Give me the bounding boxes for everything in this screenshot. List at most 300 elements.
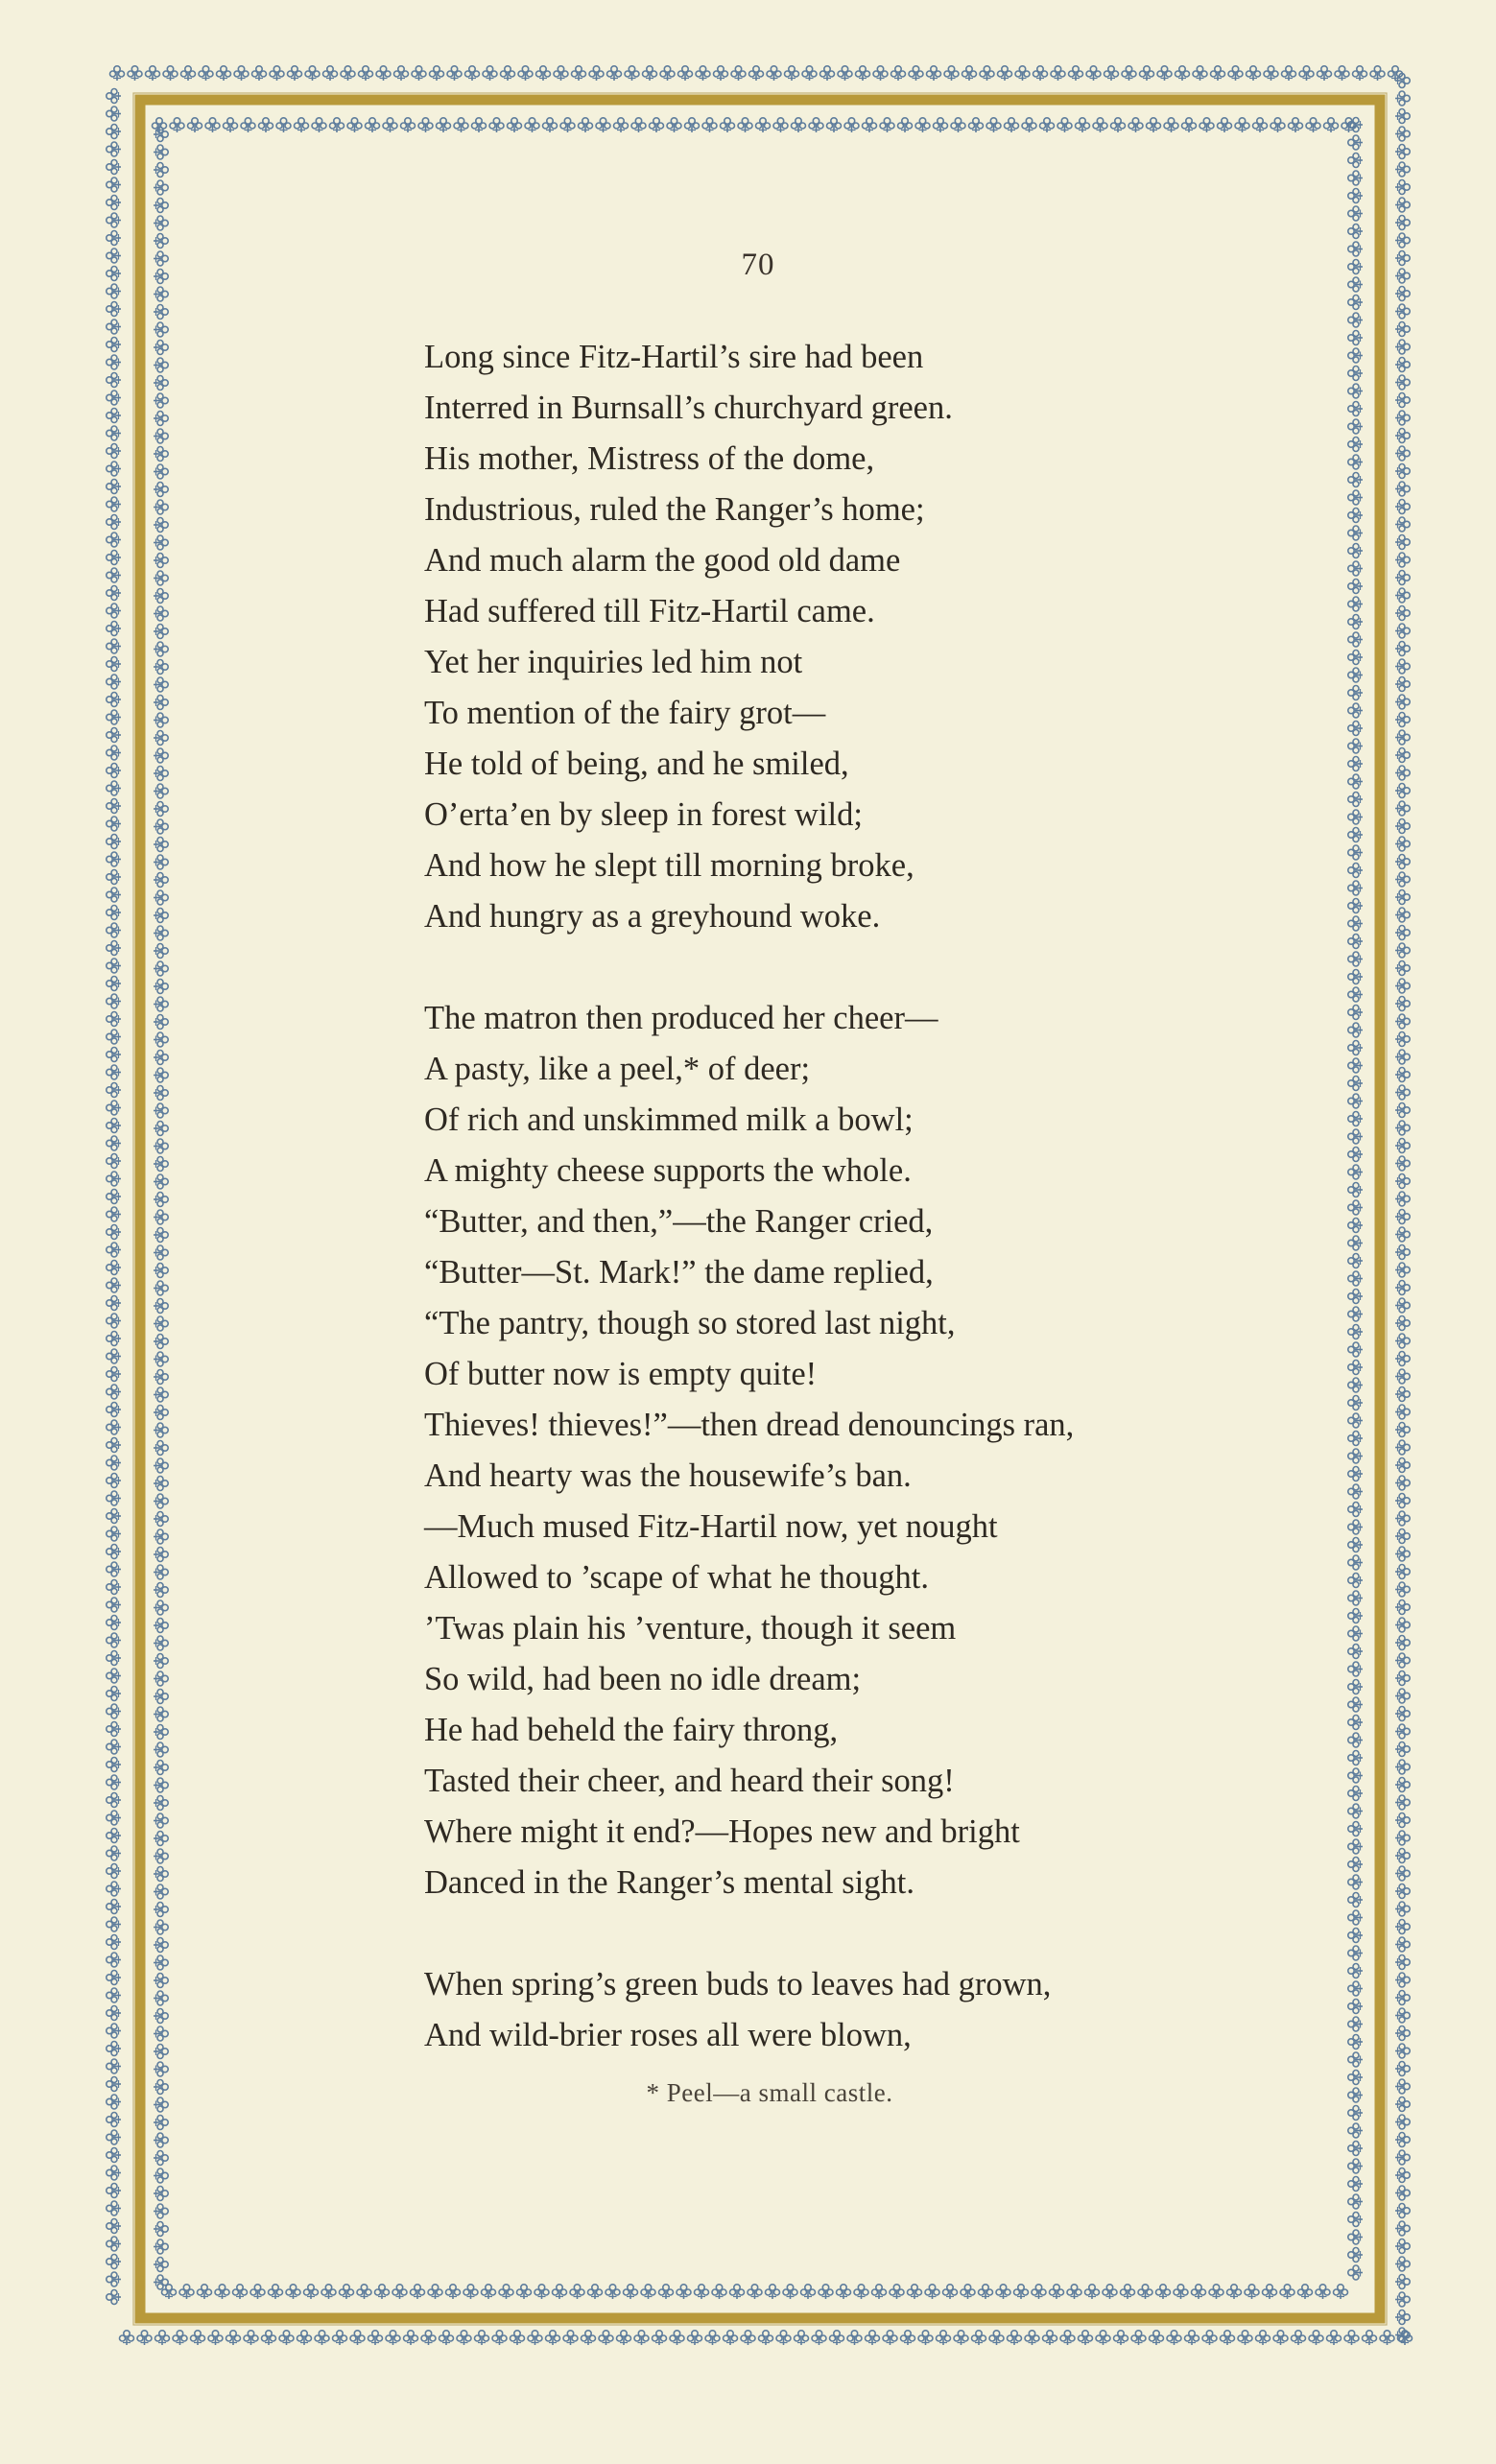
fleuron-icon xyxy=(154,2187,168,2201)
fleuron-icon xyxy=(1273,2331,1288,2345)
fleuron-icon xyxy=(1147,118,1161,132)
fleuron-icon xyxy=(1395,109,1410,124)
fleuron-icon xyxy=(1348,438,1363,452)
fleuron-icon xyxy=(1138,2285,1152,2299)
fleuron-icon xyxy=(1395,1707,1410,1721)
fleuron-icon xyxy=(341,66,355,81)
fleuron-icon xyxy=(1033,66,1048,81)
fleuron-icon xyxy=(107,1065,121,1079)
fleuron-icon xyxy=(1348,206,1363,221)
fleuron-icon xyxy=(908,2285,922,2299)
fleuron-icon xyxy=(154,1281,168,1295)
fleuron-icon xyxy=(323,66,338,81)
fleuron-icon xyxy=(677,2285,691,2299)
fleuron-icon xyxy=(1057,118,1072,132)
fleuron-icon xyxy=(809,118,823,132)
fleuron-icon xyxy=(154,1636,168,1650)
fleuron-icon xyxy=(347,118,362,132)
fleuron-icon xyxy=(534,2285,549,2299)
fleuron-icon xyxy=(1348,402,1363,416)
fleuron-icon xyxy=(107,533,121,547)
fleuron-icon xyxy=(1348,1680,1363,1694)
fleuron-icon xyxy=(1209,2285,1223,2299)
fleuron-icon xyxy=(915,118,930,132)
fleuron-icon xyxy=(1060,2331,1075,2345)
fleuron-icon xyxy=(1348,828,1363,842)
fleuron-icon xyxy=(1348,2017,1363,2031)
fleuron-icon xyxy=(1348,1307,1363,1321)
fleuron-icon xyxy=(107,1048,121,1062)
fleuron-icon xyxy=(1121,2285,1135,2299)
fleuron-icon xyxy=(1348,1910,1363,1925)
fleuron-icon xyxy=(154,1690,168,1704)
verse-line: Industrious, ruled the Ranger’s home; xyxy=(424,491,925,528)
fleuron-icon xyxy=(1348,1964,1363,1978)
fleuron-icon xyxy=(1348,1200,1363,1215)
verse-line: A pasty, like a peel,* of deer; xyxy=(424,1051,811,1087)
fleuron-icon xyxy=(154,1068,168,1082)
fleuron-icon xyxy=(795,2331,809,2345)
fleuron-icon xyxy=(1270,118,1285,132)
fleuron-icon xyxy=(107,1882,121,1896)
fleuron-icon xyxy=(489,118,504,132)
fleuron-icon xyxy=(554,66,568,81)
fleuron-icon xyxy=(154,1903,168,1917)
fleuron-icon xyxy=(1348,1342,1363,1357)
fleuron-icon xyxy=(330,118,344,132)
fleuron-icon xyxy=(1395,961,1410,976)
fleuron-icon xyxy=(107,2272,121,2286)
fleuron-icon xyxy=(154,909,168,923)
fleuron-icon xyxy=(154,145,168,159)
fleuron-icon xyxy=(107,1030,121,1044)
fleuron-icon xyxy=(128,66,142,81)
fleuron-icon xyxy=(1348,580,1363,594)
fleuron-icon xyxy=(154,1742,168,1757)
fleuron-icon xyxy=(1348,1591,1363,1605)
verse-line: “Butter—St. Mark!” the dame replied, xyxy=(424,1254,934,1291)
fleuron-icon xyxy=(1395,2008,1410,2023)
fleuron-icon xyxy=(154,980,168,994)
fleuron-icon xyxy=(154,731,168,746)
verse-line: Thieves! thieves!”—then dread denouncings ran, xyxy=(424,1407,1075,1443)
verse-line: And how he slept till morning broke, xyxy=(424,847,914,884)
fleuron-icon xyxy=(198,2285,212,2299)
fleuron-icon xyxy=(1348,1787,1363,1801)
fleuron-icon xyxy=(154,1477,168,1491)
fleuron-icon xyxy=(1318,66,1332,81)
fleuron-icon xyxy=(1348,1609,1363,1623)
fleuron-icon xyxy=(154,2062,168,2076)
verse-line: He told of being, and he smiled, xyxy=(424,746,849,782)
fleuron-icon xyxy=(1395,429,1410,443)
fleuron-icon xyxy=(1299,66,1314,81)
fleuron-icon xyxy=(685,118,700,132)
fleuron-icon xyxy=(1348,935,1363,949)
fleuron-icon xyxy=(170,118,184,132)
fleuron-icon xyxy=(154,1725,168,1740)
fleuron-icon xyxy=(1348,1467,1363,1481)
fleuron-icon xyxy=(315,2331,329,2345)
fleuron-icon xyxy=(250,2285,265,2299)
fleuron-icon xyxy=(1395,91,1410,106)
fleuron-icon xyxy=(215,2285,229,2299)
fleuron-icon xyxy=(1395,659,1410,674)
fleuron-icon xyxy=(1395,819,1410,834)
fleuron-icon xyxy=(107,1385,121,1399)
fleuron-icon xyxy=(785,66,799,81)
fleuron-icon xyxy=(1395,2168,1410,2183)
fleuron-icon xyxy=(1395,1511,1410,1526)
fleuron-icon xyxy=(1348,881,1363,895)
verse-line: Danced in the Ranger’s mental sight. xyxy=(424,1864,914,1901)
fleuron-icon xyxy=(154,1654,168,1669)
fleuron-icon xyxy=(483,66,497,81)
fleuron-icon xyxy=(154,216,168,230)
fleuron-icon xyxy=(1192,2285,1206,2299)
fleuron-icon xyxy=(937,2331,951,2345)
fleuron-icon xyxy=(1309,2331,1323,2345)
fleuron-icon xyxy=(1348,189,1363,203)
fleuron-icon xyxy=(107,1420,121,1434)
fleuron-icon xyxy=(1395,908,1410,922)
fleuron-icon xyxy=(394,66,409,81)
fleuron-icon xyxy=(1395,1920,1410,1934)
fleuron-icon xyxy=(154,1707,168,1721)
fleuron-icon xyxy=(1395,1387,1410,1402)
fleuron-icon xyxy=(1131,2331,1146,2345)
fleuron-icon xyxy=(107,1225,121,1240)
fleuron-icon xyxy=(1395,1778,1410,1792)
fleuron-icon xyxy=(847,2331,862,2345)
fleuron-icon xyxy=(1348,348,1363,363)
fleuron-icon xyxy=(154,997,168,1011)
fleuron-icon xyxy=(1395,997,1410,1011)
fleuron-icon xyxy=(863,118,877,132)
fleuron-icon xyxy=(304,2285,319,2299)
fleuron-icon xyxy=(1348,899,1363,913)
fleuron-icon xyxy=(154,1955,168,1970)
fleuron-icon xyxy=(1395,2239,1410,2254)
fleuron-icon xyxy=(107,568,121,582)
fleuron-icon xyxy=(154,1867,168,1882)
fleuron-icon xyxy=(1079,2331,1093,2345)
fleuron-icon xyxy=(107,231,121,246)
fleuron-icon xyxy=(404,2331,418,2345)
fleuron-icon xyxy=(961,2285,975,2299)
fleuron-icon xyxy=(107,551,121,565)
fleuron-icon xyxy=(1348,2177,1363,2192)
fleuron-icon xyxy=(305,66,320,81)
fleuron-icon xyxy=(107,1864,121,1879)
fleuron-icon xyxy=(154,677,168,692)
fleuron-icon xyxy=(107,142,121,156)
fleuron-icon xyxy=(738,118,752,132)
fleuron-icon xyxy=(1395,2221,1410,2236)
fleuron-icon xyxy=(730,2285,745,2299)
fleuron-icon xyxy=(1050,2285,1064,2299)
fleuron-icon xyxy=(972,2331,986,2345)
fleuron-icon xyxy=(107,693,121,707)
fleuron-icon xyxy=(801,2285,816,2299)
fleuron-icon xyxy=(154,1796,168,1811)
fleuron-icon xyxy=(173,2331,187,2345)
fleuron-icon xyxy=(107,426,121,440)
fleuron-icon xyxy=(1348,1094,1363,1108)
fleuron-icon xyxy=(107,1971,121,1985)
verse-line: Long since Fitz-Hartil’s sire had been xyxy=(424,339,924,375)
fleuron-icon xyxy=(1199,118,1214,132)
fleuron-icon xyxy=(783,2285,797,2299)
fleuron-icon xyxy=(154,1778,168,1792)
fleuron-icon xyxy=(1292,2331,1306,2345)
fleuron-icon xyxy=(1395,2026,1410,2041)
fleuron-icon xyxy=(154,1051,168,1065)
fleuron-icon xyxy=(107,1207,121,1221)
fleuron-icon xyxy=(1348,1484,1363,1499)
fleuron-icon xyxy=(1085,2285,1100,2299)
fleuron-icon xyxy=(650,118,664,132)
fleuron-icon xyxy=(154,1813,168,1828)
fleuron-icon xyxy=(107,1900,121,1914)
fleuron-icon xyxy=(107,639,121,653)
fleuron-icon xyxy=(1348,225,1363,239)
fleuron-icon xyxy=(1348,703,1363,718)
fleuron-icon xyxy=(1348,1148,1363,1162)
fleuron-icon xyxy=(1076,118,1090,132)
verse-line: He had beheld the fairy throng, xyxy=(424,1712,839,1748)
fleuron-icon xyxy=(412,66,426,81)
fleuron-icon xyxy=(107,1456,121,1470)
fleuron-icon xyxy=(154,1086,168,1101)
verse-line: ’Twas plain his ’venture, though it seem xyxy=(424,1610,957,1647)
fleuron-icon xyxy=(827,118,842,132)
fleuron-icon xyxy=(1395,1884,1410,1899)
fleuron-icon xyxy=(1395,1653,1410,1668)
fleuron-icon xyxy=(154,1157,168,1172)
fleuron-icon xyxy=(154,1228,168,1243)
fleuron-icon xyxy=(107,1474,121,1488)
fleuron-icon xyxy=(812,2331,826,2345)
stanza xyxy=(424,1959,1288,2061)
fleuron-icon xyxy=(1395,1139,1410,1153)
fleuron-icon xyxy=(1395,1121,1410,1135)
fleuron-icon xyxy=(1395,162,1410,177)
fleuron-icon xyxy=(1395,1210,1410,1224)
fleuron-icon xyxy=(1103,2285,1117,2299)
fleuron-icon xyxy=(802,66,817,81)
fleuron-icon xyxy=(1395,1955,1410,1970)
fleuron-icon xyxy=(252,66,267,81)
fleuron-icon xyxy=(107,1580,121,1595)
fleuron-icon xyxy=(724,2331,738,2345)
fleuron-icon xyxy=(820,66,835,81)
fleuron-icon xyxy=(154,1884,168,1899)
fleuron-icon xyxy=(1348,313,1363,327)
fleuron-icon xyxy=(154,412,168,426)
fleuron-icon xyxy=(599,2331,613,2345)
fleuron-icon xyxy=(1167,2331,1181,2345)
fleuron-icon xyxy=(107,675,121,689)
fleuron-icon xyxy=(107,2201,121,2215)
fleuron-icon xyxy=(1202,2331,1217,2345)
fleuron-icon xyxy=(1348,1129,1363,1144)
fleuron-icon xyxy=(107,1349,121,1363)
fleuron-icon xyxy=(154,234,168,249)
fleuron-icon xyxy=(1348,1077,1363,1091)
fleuron-icon xyxy=(107,1740,121,1754)
fleuron-icon xyxy=(107,480,121,494)
fleuron-icon xyxy=(872,2285,887,2299)
fleuron-icon xyxy=(714,66,728,81)
fleuron-icon xyxy=(1395,393,1410,408)
fleuron-icon xyxy=(1395,1494,1410,1508)
fleuron-icon xyxy=(688,2331,702,2345)
fleuron-icon xyxy=(107,852,121,866)
fleuron-icon xyxy=(1175,66,1190,81)
fleuron-icon xyxy=(107,1793,121,1808)
fleuron-icon xyxy=(107,1261,121,1275)
fleuron-icon xyxy=(359,66,373,81)
fleuron-icon xyxy=(670,2331,684,2345)
fleuron-icon xyxy=(1395,216,1410,230)
fleuron-icon xyxy=(560,118,575,132)
fleuron-icon xyxy=(767,66,781,81)
fleuron-icon xyxy=(154,642,168,656)
fleuron-icon xyxy=(1395,1103,1410,1118)
fleuron-icon xyxy=(154,1494,168,1508)
fleuron-icon xyxy=(276,118,291,132)
fleuron-icon xyxy=(980,66,994,81)
fleuron-icon xyxy=(107,1438,121,1453)
fleuron-icon xyxy=(1015,66,1030,81)
fleuron-icon xyxy=(1395,446,1410,461)
fleuron-icon xyxy=(1395,730,1410,745)
fleuron-icon xyxy=(107,107,121,121)
fleuron-icon xyxy=(107,284,121,298)
fleuron-icon xyxy=(508,118,522,132)
fleuron-icon xyxy=(1348,1697,1363,1712)
fleuron-icon xyxy=(224,118,238,132)
fleuron-icon xyxy=(1395,2044,1410,2058)
fleuron-icon xyxy=(969,118,984,132)
fleuron-icon xyxy=(1348,1236,1363,1250)
fleuron-icon xyxy=(154,199,168,213)
fleuron-icon xyxy=(766,2285,780,2299)
fleuron-icon xyxy=(1395,1973,1410,1987)
fleuron-icon xyxy=(1111,118,1126,132)
fleuron-icon xyxy=(979,2285,993,2299)
fleuron-icon xyxy=(1380,2331,1394,2345)
fleuron-icon xyxy=(1395,801,1410,816)
verse-line: Where might it end?—Hopes new and bright xyxy=(424,1813,1020,1850)
fleuron-icon xyxy=(107,1917,121,1931)
fleuron-icon xyxy=(1182,118,1197,132)
fleuron-icon xyxy=(226,2331,241,2345)
fleuron-icon xyxy=(154,1974,168,1988)
fleuron-icon xyxy=(1395,482,1410,496)
fleuron-icon xyxy=(107,1687,121,1701)
fleuron-icon xyxy=(1395,1689,1410,1703)
fleuron-icon xyxy=(925,2285,939,2299)
fleuron-icon xyxy=(107,1136,121,1150)
fleuron-icon xyxy=(653,2331,667,2345)
fleuron-icon xyxy=(837,2285,851,2299)
fleuron-icon xyxy=(918,2331,933,2345)
fleuron-icon xyxy=(1348,1804,1363,1818)
fleuron-icon xyxy=(1348,632,1363,647)
fleuron-icon xyxy=(659,2285,674,2299)
fleuron-icon xyxy=(944,66,959,81)
fleuron-icon xyxy=(154,2239,168,2254)
fleuron-icon xyxy=(1164,118,1178,132)
fleuron-icon xyxy=(154,180,168,195)
fleuron-icon xyxy=(233,2285,248,2299)
fleuron-icon xyxy=(572,66,586,81)
fleuron-icon xyxy=(1395,304,1410,319)
fleuron-icon xyxy=(1344,2331,1359,2345)
fleuron-icon xyxy=(1348,651,1363,665)
fleuron-icon xyxy=(1395,1014,1410,1029)
fleuron-icon xyxy=(386,2331,400,2345)
fleuron-icon xyxy=(446,2285,461,2299)
fleuron-icon xyxy=(107,1935,121,1950)
fleuron-icon xyxy=(475,2331,489,2345)
fleuron-icon xyxy=(154,1458,168,1473)
fleuron-icon xyxy=(234,66,249,81)
fleuron-icon xyxy=(107,2024,121,2038)
fleuron-icon xyxy=(107,941,121,956)
fleuron-icon xyxy=(163,66,178,81)
fleuron-icon xyxy=(107,764,121,778)
fleuron-icon xyxy=(1348,1858,1363,1872)
fleuron-icon xyxy=(107,746,121,760)
fleuron-icon xyxy=(366,118,380,132)
fleuron-icon xyxy=(376,66,391,81)
fleuron-icon xyxy=(107,1775,121,1789)
fleuron-icon xyxy=(154,1335,168,1349)
fleuron-icon xyxy=(107,497,121,511)
fleuron-icon xyxy=(401,118,416,132)
fleuron-icon xyxy=(107,710,121,724)
fleuron-icon xyxy=(321,2285,336,2299)
fleuron-icon xyxy=(1395,1618,1410,1632)
fleuron-icon xyxy=(1348,1432,1363,1446)
fleuron-icon xyxy=(954,2331,968,2345)
fleuron-icon xyxy=(819,2285,833,2299)
fleuron-icon xyxy=(154,606,168,621)
fleuron-icon xyxy=(107,1669,121,1683)
fleuron-icon xyxy=(107,1562,121,1576)
verse-line: A mighty cheese supports the whole. xyxy=(424,1152,912,1189)
fleuron-icon xyxy=(154,358,168,372)
fleuron-icon xyxy=(1256,2331,1270,2345)
fleuron-icon xyxy=(154,518,168,533)
fleuron-icon xyxy=(107,1829,121,1843)
fleuron-icon xyxy=(107,2130,121,2144)
fleuron-icon xyxy=(154,1210,168,1224)
fleuron-icon xyxy=(154,1441,168,1456)
fleuron-icon xyxy=(1348,1183,1363,1197)
fleuron-icon xyxy=(154,322,168,337)
fleuron-icon xyxy=(1395,943,1410,958)
fleuron-icon xyxy=(107,1704,121,1718)
fleuron-icon xyxy=(1348,722,1363,736)
fleuron-icon xyxy=(1096,2331,1110,2345)
fleuron-icon xyxy=(1221,2331,1235,2345)
fleuron-icon xyxy=(1348,2142,1363,2156)
fleuron-icon xyxy=(107,391,121,405)
